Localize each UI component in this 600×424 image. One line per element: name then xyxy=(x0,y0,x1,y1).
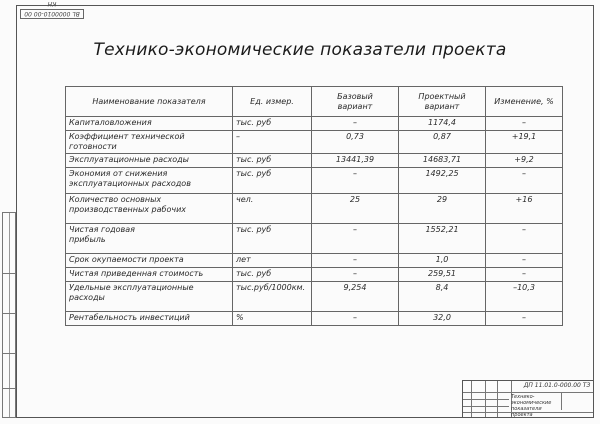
cell-name xyxy=(66,131,233,154)
cell-change: – xyxy=(486,117,563,131)
header-base xyxy=(312,87,399,117)
cell-change: – xyxy=(486,254,563,268)
cell-change: – xyxy=(486,268,563,282)
cell-project: 14683,71 xyxy=(399,154,486,168)
table-header-row xyxy=(66,87,563,117)
cell-name-line: эксплуатационных расходов xyxy=(69,179,191,188)
header-base-line1: Базовый xyxy=(337,91,373,101)
table-row xyxy=(66,254,563,268)
cell-base: 0,73 xyxy=(312,131,399,154)
cell-change: +16 xyxy=(486,194,563,224)
title-block-stamp xyxy=(462,380,594,418)
cell-name xyxy=(66,194,233,224)
cell-project: 8,4 xyxy=(399,282,486,312)
header-change: Изменение, % xyxy=(486,87,563,117)
cell-name-line: Чистая годовая xyxy=(69,225,135,234)
cell-base: 25 xyxy=(312,194,399,224)
cell-unit: тыс. руб xyxy=(233,268,312,282)
table-row xyxy=(66,194,563,224)
cell-unit: чел. xyxy=(233,194,312,224)
cell-name-line: Срок окупаемости проекта xyxy=(69,255,184,264)
cell-unit: тыс. руб xyxy=(233,168,312,194)
cell-project: 1,0 xyxy=(399,254,486,268)
cell-change: –10,3 xyxy=(486,282,563,312)
cell-change: – xyxy=(486,168,563,194)
indicators-table xyxy=(65,86,563,326)
cell-name xyxy=(66,224,233,254)
table-row xyxy=(66,282,563,312)
cell-change: +9,2 xyxy=(486,154,563,168)
cell-name xyxy=(66,154,233,168)
stamp-name-line2: показатели проекта xyxy=(511,406,542,418)
cell-name-line: Экономия от снижения xyxy=(69,169,168,178)
cell-project: 1174,4 xyxy=(399,117,486,131)
cell-change: +19,1 xyxy=(486,131,563,154)
cell-project: 29 xyxy=(399,194,486,224)
cell-name-line: прибыль xyxy=(69,235,106,244)
cell-project: 0,87 xyxy=(399,131,486,154)
cell-change: – xyxy=(486,312,563,326)
cell-base: 9,254 xyxy=(312,282,399,312)
header-project-line1: Проектный xyxy=(418,91,466,101)
cell-unit: тыс.руб/1000км. xyxy=(233,282,312,312)
cell-name-line: Рентабельность инвестиций xyxy=(69,313,190,322)
cell-name xyxy=(66,282,233,312)
table-body xyxy=(66,117,563,326)
cell-base: – xyxy=(312,268,399,282)
document-code-mirrored: ВL 0000010-00 00 КН xyxy=(20,9,84,19)
header-base-line2: вариант xyxy=(337,101,373,111)
table-row xyxy=(66,224,563,254)
cell-unit: лет xyxy=(233,254,312,268)
cell-name-line: Эксплуатационные расходы xyxy=(69,155,189,164)
stamp-name-line1: Технико-экономические xyxy=(511,394,552,406)
header-name: Наименование показателя xyxy=(66,87,233,117)
cell-project: 1492,25 xyxy=(399,168,486,194)
header-unit: Ед. измер. xyxy=(233,87,312,117)
cell-name-line: производственных рабочих xyxy=(69,205,187,214)
cell-base: – xyxy=(312,254,399,268)
table-row xyxy=(66,312,563,326)
header-project xyxy=(399,87,486,117)
cell-name-line: Количество основных xyxy=(69,195,162,204)
cell-unit: тыс. руб xyxy=(233,224,312,254)
stamp-document-code: ДП 11.01.0-000.00 ТЗ xyxy=(523,382,591,389)
stamp-sheet-name xyxy=(511,394,559,418)
cell-unit: % xyxy=(233,312,312,326)
cell-base: – xyxy=(312,117,399,131)
cell-name xyxy=(66,117,233,131)
cell-project: 32,0 xyxy=(399,312,486,326)
cell-name xyxy=(66,254,233,268)
table-row xyxy=(66,154,563,168)
cell-project: 259,51 xyxy=(399,268,486,282)
cell-unit: тыс. руб xyxy=(233,154,312,168)
left-margin-stamp xyxy=(2,212,16,418)
table-row xyxy=(66,117,563,131)
cell-base: – xyxy=(312,312,399,326)
table-row xyxy=(66,168,563,194)
cell-name xyxy=(66,268,233,282)
cell-name-line: Удельные эксплуатационные xyxy=(69,283,194,292)
header-project-line2: вариант xyxy=(424,101,460,111)
cell-base: – xyxy=(312,168,399,194)
cell-project: 1552,21 xyxy=(399,224,486,254)
cell-base: – xyxy=(312,224,399,254)
table-row xyxy=(66,131,563,154)
cell-name-line: Коэффициент технической готовности xyxy=(69,132,185,151)
cell-name-line: расходы xyxy=(69,293,105,302)
cell-unit: – xyxy=(233,131,312,154)
cell-name xyxy=(66,168,233,194)
page-title: Технико-экономические показатели проекта xyxy=(93,40,507,60)
table-row xyxy=(66,268,563,282)
cell-name-line: Капиталовложения xyxy=(69,118,152,127)
cell-name xyxy=(66,312,233,326)
cell-base: 13441,39 xyxy=(312,154,399,168)
cell-change: – xyxy=(486,224,563,254)
cell-unit: тыс. руб xyxy=(233,117,312,131)
cell-name-line: Чистая приведенная стоимость xyxy=(69,269,204,278)
